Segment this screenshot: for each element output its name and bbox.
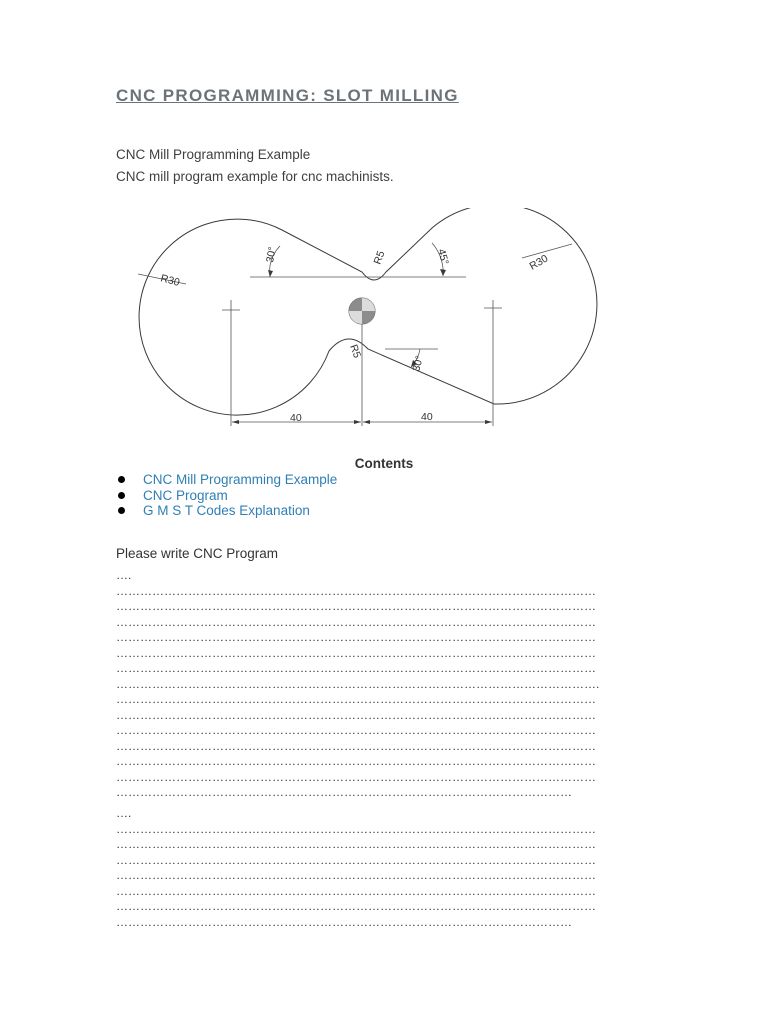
answer-line: ………………………………………………………………………………………………………… xyxy=(116,852,596,867)
bullet-icon xyxy=(118,476,125,483)
answer-line: ………………………………………………………………………………………………………… xyxy=(116,614,596,629)
answer-line: ………………………………………………………………………………………………………… xyxy=(116,837,596,851)
dimension-arrow xyxy=(363,420,370,424)
answer-line: …………………………………………………………………………………………………… xyxy=(116,914,572,929)
answer-line: ………………………………………………………………………………………………………… xyxy=(116,769,596,784)
label-r30-left: R30 xyxy=(159,272,181,289)
toc-heading: Contents xyxy=(354,456,414,471)
document-title: CNC PROGRAMMING: SLOT MILLING xyxy=(116,86,459,105)
radius-leader-right xyxy=(522,244,572,258)
exercise-prompt: Please write CNC Program xyxy=(116,546,279,561)
answer-line: ………………………………………………………………………………………………………… xyxy=(116,723,596,737)
label-r5-top: R5 xyxy=(371,249,388,267)
answer-line: ………………………………………………………………………………………………………… xyxy=(116,821,596,836)
label-angle-top-right: 45° xyxy=(435,247,451,267)
answer-line: ………………………………………………………………………………………………………… xyxy=(116,738,596,753)
dimension-arrow xyxy=(485,420,492,424)
answer-line: ………………………………………………………………………………………………………… xyxy=(116,899,596,913)
answer-line: ………………………………………………………………………………………………………… xyxy=(116,692,596,706)
bullet-icon xyxy=(118,507,125,514)
answer-line: ………………………………………………………………………………………………………… xyxy=(116,583,596,598)
answer-line: ………………………………………………………………………………………………………… xyxy=(116,599,596,613)
label-dimension-left: 40 xyxy=(290,412,302,424)
answer-lines-block-1 xyxy=(116,568,599,801)
label-r5-bottom: R5 xyxy=(347,342,364,360)
intro-description: CNC mill program example for cnc machinists. xyxy=(116,169,394,184)
answer-line: ………………………………………………………………………………………………………… xyxy=(116,707,596,722)
angle-arrow xyxy=(268,270,273,277)
answer-lines-block-2 xyxy=(116,806,596,930)
label-dimension-right: 40 xyxy=(421,411,433,423)
toc-link-gmst-codes[interactable]: G M S T Codes Explanation xyxy=(143,503,310,518)
answer-line: ………………………………………………………………………………………………………… xyxy=(116,661,596,675)
slot-milling-drawing xyxy=(120,208,600,436)
label-r30-right: R30 xyxy=(527,252,551,273)
answer-line: ………………………………………………………………………………………………………… xyxy=(116,883,596,898)
intro-heading: CNC Mill Programming Example xyxy=(116,147,311,162)
answer-line: …………………………………………………………………………………………………… xyxy=(116,785,572,799)
origin-symbol xyxy=(349,298,375,324)
toc-link-mill-programming-example[interactable]: CNC Mill Programming Example xyxy=(143,472,338,487)
dimension-arrow xyxy=(232,420,239,424)
label-angle-bottom-right: 30° xyxy=(410,354,427,373)
answer-line: ………………………………………………………………………………………………………… xyxy=(116,645,596,660)
answer-line: ………………………………………………………………………………………………………… xyxy=(116,868,596,882)
answer-line: …. xyxy=(116,806,132,820)
bullet-icon xyxy=(118,492,125,499)
angle-arrow xyxy=(440,269,446,276)
answer-line: ………………………………………………………………………………………………………… xyxy=(116,630,596,644)
label-angle-top-left: 30° xyxy=(264,245,279,264)
dimension-arrow xyxy=(354,420,361,424)
answer-line: …. xyxy=(116,568,132,582)
answer-line: ………………………………………………………………………………………………………… xyxy=(116,754,596,768)
toc-link-cnc-program[interactable]: CNC Program xyxy=(143,487,228,503)
answer-line: …………………………………………………………………………………………………………. xyxy=(116,676,600,691)
